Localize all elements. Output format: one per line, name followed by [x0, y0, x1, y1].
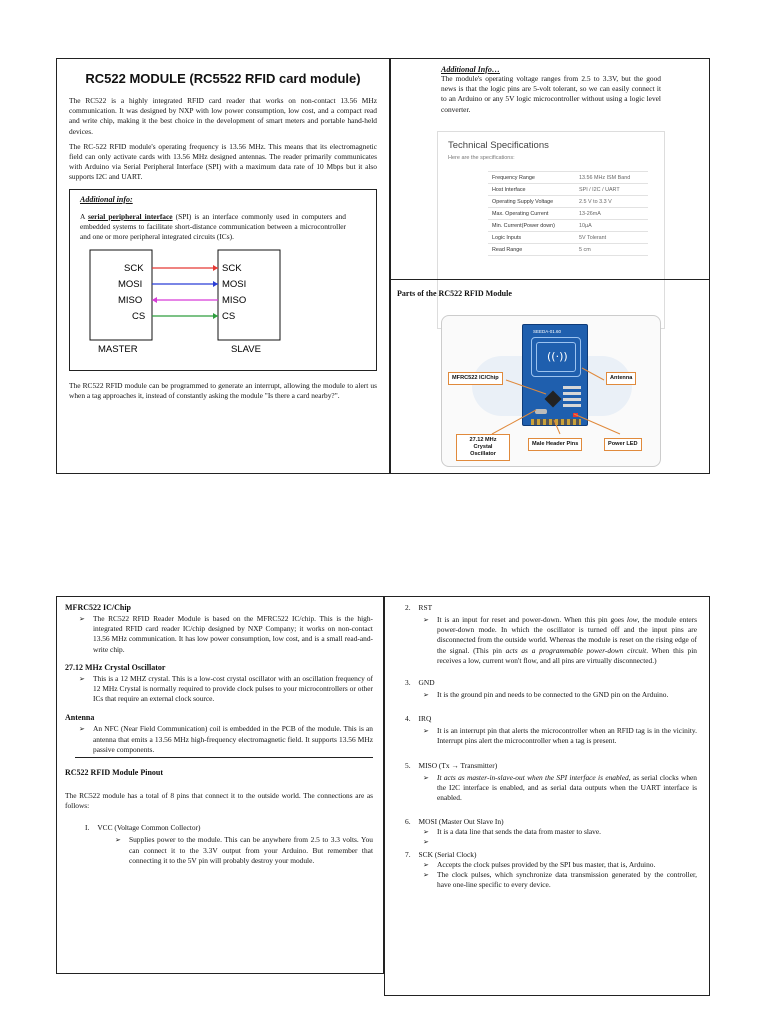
- list-item: ➢ Accepts the clock pulses provided by the SPI bus master, that is, Arduino.: [423, 859, 656, 869]
- board-label: SEEDA-01.60: [533, 329, 562, 334]
- pin-irq-title: 4. IRQ: [405, 714, 432, 724]
- parts-title: Parts of the RC522 RFID Module: [397, 289, 512, 298]
- spec-title: Technical Specifications: [448, 140, 549, 151]
- callout-header-pins: Male Header Pins: [528, 438, 582, 451]
- spec-row: Host Interface SPI / I2C / UART: [488, 184, 648, 196]
- page-bottom-left: [56, 596, 384, 974]
- spec-row: Logic Inputs 5V Tolerant: [488, 232, 648, 244]
- cs-line-arrow: [213, 313, 218, 319]
- section-heading-chip: MFRC522 IC/Chip: [65, 603, 132, 612]
- callout-crystal: 27.12 MHz Crystal Oscillator: [456, 434, 510, 461]
- divider: [391, 279, 709, 280]
- spec-row: Max. Operating Current 13-26mA: [488, 208, 648, 220]
- page-bottom-right: [384, 596, 710, 996]
- spec-row: Read Range 5 cm: [488, 244, 648, 256]
- list-item: ➢ It is an interrupt pin that alerts the microcontroller when an RFID tag is in the vicinity. Interrupt pins alert the microcontroller when a tag is present.: [423, 726, 697, 746]
- slave-pin-mosi: MOSI: [222, 279, 247, 291]
- list-item: ➢ The RC522 RFID Reader Module is based on the MFRC522 IC/chip. This is the high-integrated RFID card reader IC/chip designed by NXP Company; it works on non-contact 13.56 MHz communication. It has low power consumption, low cost, and is a small read-and-write chip.: [79, 614, 373, 654]
- sck-line-arrow: [213, 265, 218, 271]
- spi-diagram: [88, 248, 288, 356]
- list-item: ➢ The clock pulses, which synchronize data transmission generated by the controller, have one-line specific to every device.: [423, 869, 697, 890]
- pin-vcc-title: I. VCC (Voltage Common Collector): [85, 823, 201, 833]
- page-title: RC522 MODULE (RC5522 RFID card module): [85, 71, 361, 86]
- mosi-line-arrow: [213, 281, 218, 287]
- pin-miso-title: 5. MISO (Tx → Transmitter): [405, 760, 498, 770]
- callout-chip: MFRC522 IC/Chip: [448, 372, 503, 385]
- master-pin-cs: CS: [132, 311, 146, 323]
- spec-subtitle: Here are the specifications:: [448, 155, 515, 161]
- pin-gnd-title: 3. GND: [405, 678, 435, 688]
- rfid-module-image: [441, 315, 661, 467]
- additional-info-title-right: Additional Info…: [441, 65, 500, 74]
- miso-line-arrow: [152, 297, 157, 303]
- empty-list-item: ➢: [423, 838, 429, 847]
- spec-row: Operating Supply Voltage 2.5 V to 3.3 V: [488, 196, 648, 208]
- master-pin-miso: MISO: [118, 295, 143, 307]
- additional-info-title: Additional info:: [80, 194, 133, 204]
- divider: [75, 757, 373, 758]
- slave-pin-cs: CS: [222, 311, 236, 323]
- intro-paragraph: The RC522 is a highly integrated RFID card reader that works on non-contact 13.56 MHz communication. It was designed by NXP with low power consumption, low cost, and a compact read and write chip, making it the best choice in the development of smart meters and portable hand-held devices.: [69, 96, 377, 136]
- slave-label: SLAVE: [231, 344, 261, 356]
- technical-specifications-card: [437, 131, 665, 329]
- frequency-paragraph: The RC-522 RFID module's operating frequency is 13.56 MHz. This means that its electromagnetic field can only activate cards with 13.56 MHz designed antennas. The reader primarily communicates with Arduino via Serial Peripheral Interface (SPI) with a maximum data rate of 10 Mbps but it also supports I2C and UART.: [69, 141, 377, 182]
- list-item: ➢ It is the ground pin and needs to be connected to the GND pin on the Arduino.: [423, 690, 669, 700]
- list-item: ➢ An NFC (Near Field Communication) coil is embedded in the PCB of the module. This is an antenna that emits a 13.56 MHz high-frequency electromagnetic field. It supports 13.56 MHz passive components.: [79, 724, 373, 754]
- section-heading-crystal: 27.12 MHz Crystal Oscillator: [65, 662, 166, 672]
- spi-signal-lines: [152, 265, 218, 319]
- spec-table: [488, 171, 648, 256]
- pin-mosi-title: 6. MOSI (Master Out Slave In): [405, 817, 504, 827]
- master-pin-sck: SCK: [124, 263, 144, 275]
- pinout-intro: The RC522 module has a total of 8 pins that connect it to the outside world. The connections are as follows:: [65, 791, 373, 811]
- additional-info-box: [69, 189, 377, 371]
- list-item: ➢ Supplies power to the module. This can be anywhere from 2.5 to 3.3 volts. You can connect it to the 3.3V output from your Arduino. But remember that connecting it to the 5V pin will probably destroy your module.: [115, 835, 373, 865]
- spec-row: Frequency Range 13.56 MHz ISM Band: [488, 172, 648, 184]
- page-top-left: [56, 58, 390, 474]
- pin-sck-title: 7. SCK (Serial Clock): [405, 849, 477, 859]
- spi-description: A serial peripheral interface (SPI) is an interface commonly used in computers and embedded systems to facilitate short-distance communication between a microcontroller and one or more peripheral integrated circuits (ICs).: [80, 211, 347, 242]
- list-item: ➢ It acts as master-in-slave-out when the SPI interface is enabled, as serial clocks when the I2C interface is enabled, and as serial data outputs when the UART interface is enabled.: [423, 772, 697, 803]
- section-heading-pinout: RC522 RFID Module Pinout: [65, 768, 164, 778]
- callout-antenna: Antenna: [606, 372, 636, 385]
- list-item: ➢ It is an input for reset and power-down. When this pin goes low, the module enters power-down mode. In which the oscillator is turned off and the input pins are disconnected from the outside world. Whereas the module is reset on the rising edge of the signal. (This pin acts as a programmable power-down circuit. When this pin receives a low, current won't flow, and all pins are virtually disconnected.): [423, 615, 698, 665]
- list-item: ➢ It is a data line that sends the data from master to slave.: [423, 827, 601, 837]
- interrupt-paragraph: The RC522 RFID module can be programmed to generate an interrupt, allowing the module to alert us when a tag approaches it, instead of constantly asking the module "Is there a card nearby?".: [69, 380, 377, 400]
- voltage-info: The module's operating voltage ranges from 2.5 to 3.3V, but the good news is that the logic pins are 5-volt tolerant, so we can easily connect it to an Arduino or any 5V logic microcontroller without using a logic level converter.: [441, 74, 661, 114]
- spec-row: Min. Current(Power down) 10µA: [488, 220, 648, 232]
- list-item: ➢ This is a 12 MHZ crystal. This is a low-cost crystal oscillator with an oscillation frequency of 12 MHz Crystal is normally required to provide clock pulses to your microcontrollers or other ICs that require an external clock source.: [79, 673, 373, 704]
- master-label: MASTER: [98, 344, 138, 356]
- master-pin-mosi: MOSI: [118, 279, 143, 291]
- slave-pin-miso: MISO: [222, 295, 247, 307]
- wireless-icon: ((·)): [547, 350, 568, 363]
- pin-rst-title: 2. RST: [405, 603, 433, 612]
- page-top-right: [390, 58, 710, 474]
- section-heading-antenna: Antenna: [65, 713, 95, 723]
- slave-pin-sck: SCK: [222, 263, 242, 275]
- callout-led: Power LED: [604, 438, 642, 451]
